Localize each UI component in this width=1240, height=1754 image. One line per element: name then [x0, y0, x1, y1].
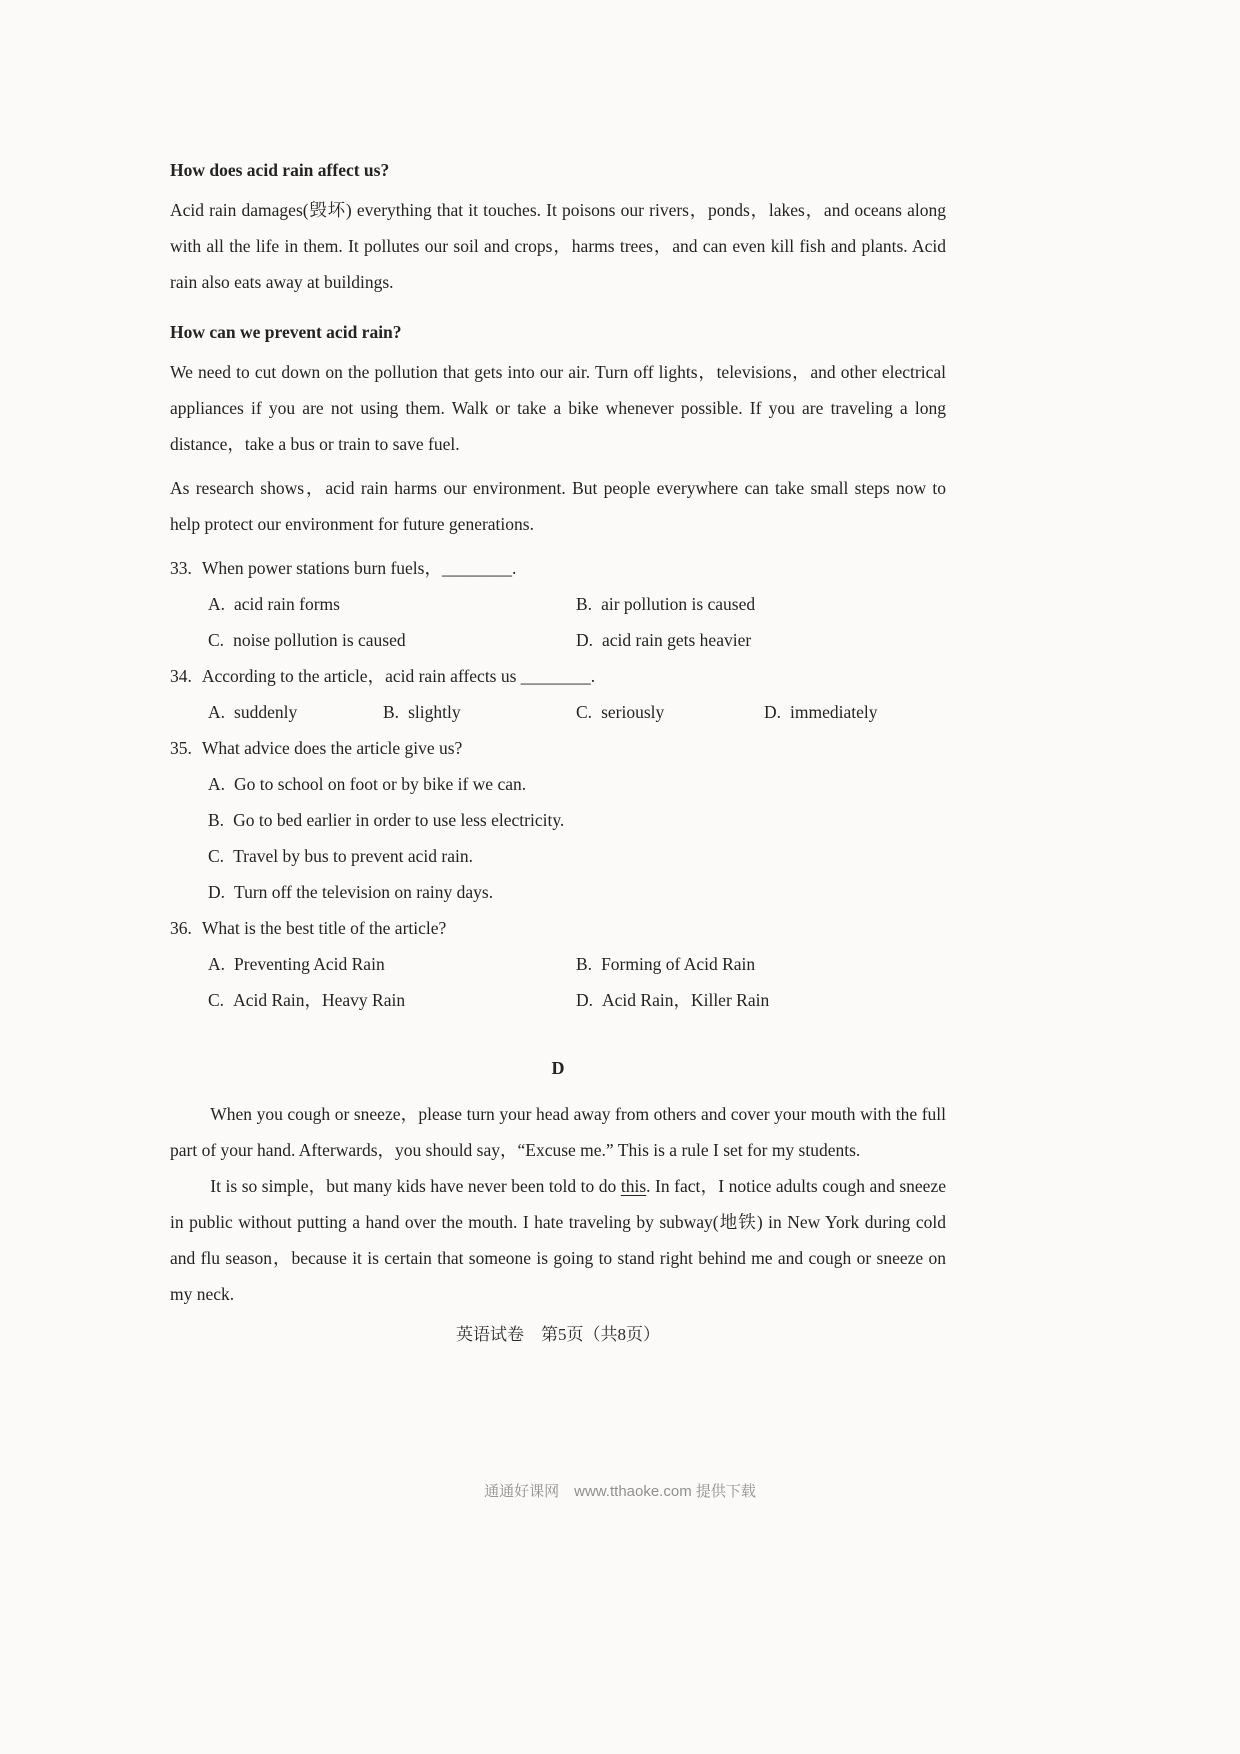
- option-label: C.: [208, 630, 225, 650]
- option-text: air pollution is caused: [601, 594, 756, 614]
- option-label: C.: [576, 702, 593, 722]
- question-36: [170, 910, 946, 1018]
- option-a: [208, 946, 576, 982]
- option-text: Turn off the television on rainy days.: [234, 882, 494, 902]
- question-35-options: [170, 766, 946, 910]
- underlined-word: this: [620, 1176, 647, 1196]
- question-number: 35.: [170, 738, 192, 758]
- option-text: Acid Rain，Heavy Rain: [233, 990, 406, 1010]
- option-label: C.: [208, 846, 225, 866]
- option-label: A.: [208, 702, 226, 722]
- option-d: [764, 694, 946, 730]
- passage-paragraph-affect: Acid rain damages(毁坏) everything that it touches. It poisons our rivers，ponds，lakes，and oceans along with all the life in them. It pollutes our soil and crops，harms trees，and can even kill fish and plants. Acid rain also eats away at buildings.: [170, 200, 946, 292]
- option-b: [576, 586, 946, 622]
- page-footer: 英语试卷 第5页（共8页）: [456, 1325, 660, 1344]
- question-34: [170, 658, 946, 730]
- passage-heading-affect: How does acid rain affect us?: [170, 160, 390, 180]
- option-label: B.: [208, 810, 225, 830]
- question-stem-text: What is the best title of the article?: [201, 918, 447, 938]
- option-a: [208, 694, 383, 730]
- option-label: D.: [576, 630, 594, 650]
- question-33-options: [170, 586, 946, 658]
- paragraph-text: It is so simple，but many kids have never been told to do: [210, 1176, 621, 1196]
- paragraph-text: . In fact，I notice adults cough and sneeze in public without putting a hand over the mouth. I hate traveling by subway(地铁) in New York during cold and flu season，because it is certain that someone is going to stand right behind me and cough or sneeze on my neck.: [170, 1176, 946, 1304]
- section-d-paragraph-1: When you cough or sneeze，please turn your head away from others and cover your mouth with the full part of your hand. Afterwards，you should say，“Excuse me.” This is a rule I set for my students.: [170, 1104, 946, 1160]
- question-33: [170, 550, 946, 658]
- question-36-stem: [170, 910, 946, 946]
- option-text: Acid Rain，Killer Rain: [602, 990, 770, 1010]
- question-36-options: [170, 946, 946, 1018]
- option-label: B.: [576, 594, 593, 614]
- question-stem-text: What advice does the article give us?: [201, 738, 463, 758]
- option-b: [576, 946, 946, 982]
- option-text: immediately: [790, 702, 878, 722]
- option-a: [208, 586, 576, 622]
- option-text: Go to school on foot or by bike if we can.: [234, 774, 527, 794]
- watermark-text: 通通好课网 www.tthaoke.com 提供下载: [484, 1483, 756, 1500]
- option-c: [208, 982, 576, 1018]
- option-b: [383, 694, 576, 730]
- option-label: D.: [576, 990, 594, 1010]
- option-label: C.: [208, 990, 225, 1010]
- option-text: suddenly: [234, 702, 298, 722]
- passage-heading-prevent: How can we prevent acid rain?: [170, 322, 402, 342]
- option-label: A.: [208, 954, 226, 974]
- option-d: [576, 982, 946, 1018]
- question-35: [170, 730, 946, 910]
- option-label: D.: [208, 882, 226, 902]
- option-d: [208, 874, 946, 910]
- option-text: noise pollution is caused: [233, 630, 406, 650]
- option-text: Travel by bus to prevent acid rain.: [233, 846, 473, 866]
- option-text: Preventing Acid Rain: [234, 954, 385, 974]
- question-33-stem: [170, 550, 946, 586]
- question-number: 33.: [170, 558, 192, 578]
- option-label: D.: [764, 702, 782, 722]
- passage-paragraph-closing: As research shows，acid rain harms our environment. But people everywhere can take small steps now to help protect our environment for future generations.: [170, 478, 946, 534]
- passage-paragraph-prevent: We need to cut down on the pollution that gets into our air. Turn off lights，televisions，and other electrical appliances if you are not using them. Walk or take a bike whenever possible. If you are traveling a long distance，take a bus or train to save fuel.: [170, 362, 946, 454]
- option-c: [208, 838, 946, 874]
- exam-content: [170, 152, 946, 1312]
- question-stem-text: When power stations burn fuels，________.: [201, 558, 517, 578]
- option-d: [576, 622, 946, 658]
- option-label: A.: [208, 594, 226, 614]
- section-d-paragraph-2: [170, 1168, 946, 1312]
- question-34-options: [170, 694, 946, 730]
- option-text: acid rain forms: [234, 594, 340, 614]
- option-c: [576, 694, 764, 730]
- option-c: [208, 622, 576, 658]
- option-text: seriously: [601, 702, 665, 722]
- question-number: 34.: [170, 666, 192, 686]
- option-label: B.: [383, 702, 400, 722]
- question-stem-text: According to the article，acid rain affects us ________.: [201, 666, 596, 686]
- section-d-label: D: [551, 1058, 565, 1078]
- option-text: acid rain gets heavier: [602, 630, 752, 650]
- option-b: [208, 802, 946, 838]
- question-34-stem: [170, 658, 946, 694]
- option-text: Forming of Acid Rain: [601, 954, 756, 974]
- option-a: [208, 766, 946, 802]
- option-text: slightly: [408, 702, 461, 722]
- question-number: 36.: [170, 918, 192, 938]
- option-label: A.: [208, 774, 226, 794]
- option-label: B.: [576, 954, 593, 974]
- question-35-stem: [170, 730, 946, 766]
- option-text: Go to bed earlier in order to use less electricity.: [233, 810, 565, 830]
